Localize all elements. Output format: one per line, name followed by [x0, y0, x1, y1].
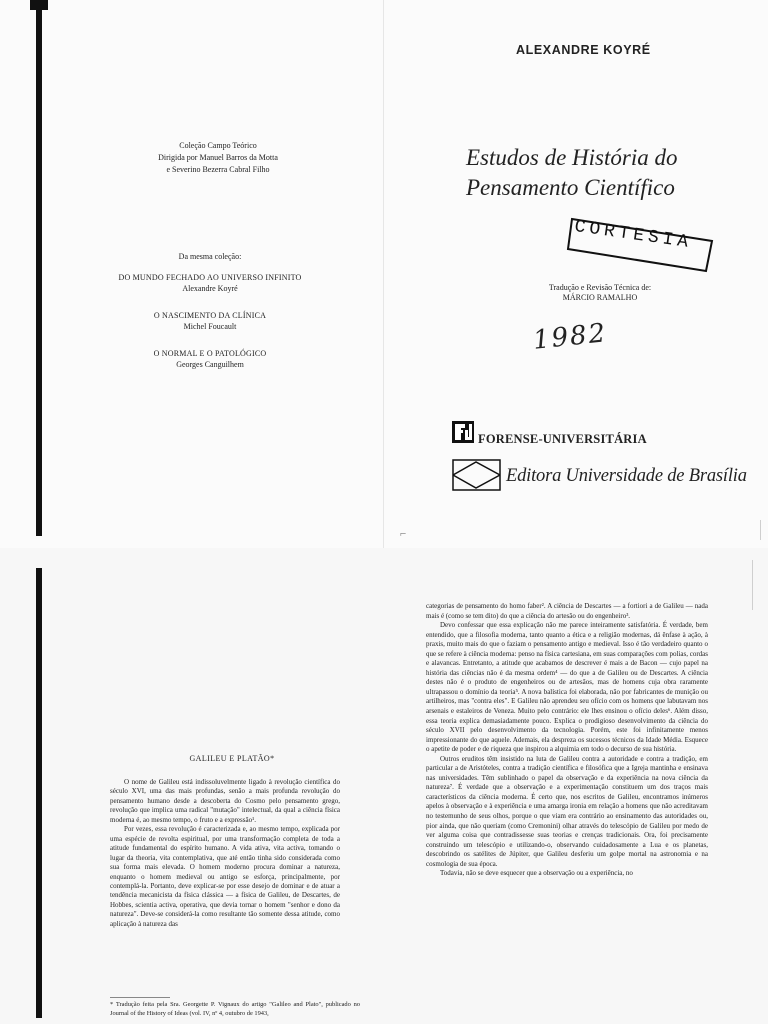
publisher-unb — [452, 458, 762, 494]
body-paragraph: Todavia, não se deve esquecer que a observação ou a experiência, no — [440, 869, 633, 878]
body-paragraph: O nome de Galileu está indissoluvelmente ligado à revolução científica do século XVI, uma das mais profundas, senão a mais profunda revolução do pensamento humano desde a descoberta do Cosmo pelo pensamento grego, revolução que implica uma radical "mutação" intelectual, da qual a ciência física moderna é, ao mesmo tempo, o fruto e a expressão¹. — [110, 778, 340, 824]
series-line: e Severino Bezerra Cabral Filho — [166, 165, 270, 174]
book-author: ALEXANDRE KOYRÉ — [516, 43, 651, 57]
scan-edge-line — [760, 520, 761, 540]
book-title-line: Pensamento Científico — [466, 175, 675, 200]
page-crease — [383, 0, 384, 548]
series-line: Coleção Campo Teórico — [179, 141, 257, 150]
handwritten-year: 1982 — [531, 318, 609, 356]
footnote-divider — [110, 997, 170, 998]
series-line: Dirigida por Manuel Barros da Motta — [158, 153, 278, 162]
scan-spine-bar — [36, 568, 42, 1018]
publisher-unb-name: Editora Universidade de Brasília — [506, 466, 747, 486]
translation-label: Tradução e Revisão Técnica de: — [548, 283, 652, 292]
translation-credit — [520, 283, 680, 303]
scan-edge-line — [752, 560, 753, 610]
translator-name: MÁRCIO RAMALHO — [562, 293, 638, 302]
body-paragraph: Devo confessar que essa explicação não me parece inteiramente satisfatória. É verdade, bem entendido, que a filosofia moderna, tanto quanto a ética e a religião modernas, dá ênfase à ação, à praxis, muito mais do que o faziam o pensamento antigo e medieval. Isso é tão verdadeiro quanto o que se refere à ciência moderna: penso na física cartesiana, em suas comparações com polias, cordas e alavancas. Entretanto, a atitude que acabamos de descrever é mais a de Bacon — cujo papel na história das ciências não é da mesma ordem⁴ — do que a de Galileu ou de Descartes. A ciência destes não é o produto de engenheiros ou de artesãos, mas de homens cuja obra raramente ultrapassou o domínio da teoria⁵. A nova balística foi elaborada, não por fabricantes de munição ou artilheiros, mas "contra eles". E Galileu não aprendeu seu ofício com os homens que labutavam nos arsenais e estaleiros de Veneza. Muito pelo contrário: ele lhes ensinou o ofício deles⁶. Além disso, essa teoria explica demasiadamente pouco. Explica o prodigioso desenvolvimento da ciência do século XVII pelo desenvolvimento da tecnologia. Porém, este foi infinitamente menos impressionante do que aquele. Ademais, ela despreza os sucessos técnicos da Idade Média. Esquece o apetite de poder e de riqueza que inspirou a alquimia em todo o decurso de sua história. — [426, 621, 708, 754]
forense-logo-icon — [452, 421, 474, 443]
same-collection-heading: Da mesma coleção: — [178, 252, 242, 261]
collection-book — [90, 272, 330, 294]
book-title — [466, 143, 746, 203]
body-paragraph: Por vezes, essa revolução é caracterizada e, ao mesmo tempo, explicada por uma espécie de revolta espiritual, por uma transformação completa de toda a atitude fundamental do espírito humano. A vida ativa, vita activa, tomando o lugar da theoria, vita contemplativa, que até então tinha sido considerada como sua forma mais elevada. O homem moderno procura dominar a natureza, enquanto o homem medieval ou antigo se esforça, principalmente, por contemplá-la. Portanto, deve explicar-se por esse desejo de dominar e de atuar a tendência mecanicista da física clássica — a física de Galileu, de Descartes, de Hobbes, scientia activa, operativa, que devia tornar o homem "senhor e dono da natureza". Deve-se considerá-la como resultante tão somente dessa atitude, como aplicação à natureza das — [110, 825, 340, 928]
stamp-text: CORTESIA — [573, 217, 694, 254]
body-paragraph: categorias de pensamento do homo faber². A ciência de Descartes — a fortiori a de Galileu — nada mais é (como se tem dito) do que a ciência do artesão ou do engenheiro³. — [426, 602, 708, 620]
collection-book-title: O NORMAL E O PATOLÓGICO — [153, 349, 267, 358]
cortesia-stamp — [566, 213, 716, 275]
continued-body — [426, 602, 708, 879]
same-collection-list — [90, 251, 330, 386]
scan-corner-mark: ⌐ — [400, 528, 407, 540]
body-paragraph: Outros eruditos têm insistido na luta de Galileu contra a autoridade e contra a tradição, em particular a de Aristóteles, contra a tradição científica e filosófica que a Igreja mantinha e ensinava nas universidades. Têm sublinhado o papel da observação e da experiência na nova ciência da natureza⁷. É verdade que a observação e a experimentação constituem um dos traços mais característicos da ciência moderna. É certo que, nos escritos de Galileu, encontramos inúmeros apelos à observação e à experiência e uma amarga ironia em relação a homens que não acreditavam no testemunho de seus olhos, porque o que viam era contrário ao ensinamento das autoridades ou, pior ainda, que não queriam (como Cremonini) olhar através do telescópio de Galileu por medo de ver alguma coisa que contradissesse suas teorias e crenças tradicionais. Ora, foi precisamente construindo um telescópio e utilizando-o, observando cuidadosamente a Lua e os planetas, descobrindo os satélites de Júpiter, que Galileu desferiu um golpe mortal na astronomia e na cosmologia de sua época. — [426, 754, 708, 868]
collection-book-title: DO MUNDO FECHADO AO UNIVERSO INFINITO — [118, 273, 302, 282]
book-title-line: Estudos de História do — [466, 145, 678, 170]
bottom-spread — [0, 548, 768, 1024]
publisher-forense-name: FORENSE-UNIVERSITÁRIA — [478, 432, 647, 446]
collection-book-author: Alexandre Koyré — [182, 284, 238, 293]
collection-book-title: O NASCIMENTO DA CLÍNICA — [153, 311, 267, 320]
series-info — [118, 140, 318, 176]
unb-logo-icon — [452, 458, 502, 492]
collection-book-author: Michel Foucault — [183, 322, 237, 331]
collection-book — [90, 310, 330, 332]
collection-book-author: Georges Canguilhem — [176, 360, 244, 369]
chapter-body — [110, 778, 340, 929]
scan-spine-bar — [36, 0, 42, 536]
chapter-title: GALILEU E PLATÃO* — [189, 754, 275, 763]
footnote: * Tradução feita pela Sra. Georgette P. Vignaux do artigo "Galileo and Plato", publicado no Journal of the History of Ideas (vol. IV, nº 4, outubro de 1943, — [110, 1001, 360, 1017]
collection-book — [90, 348, 330, 370]
publisher-forense — [452, 421, 752, 451]
